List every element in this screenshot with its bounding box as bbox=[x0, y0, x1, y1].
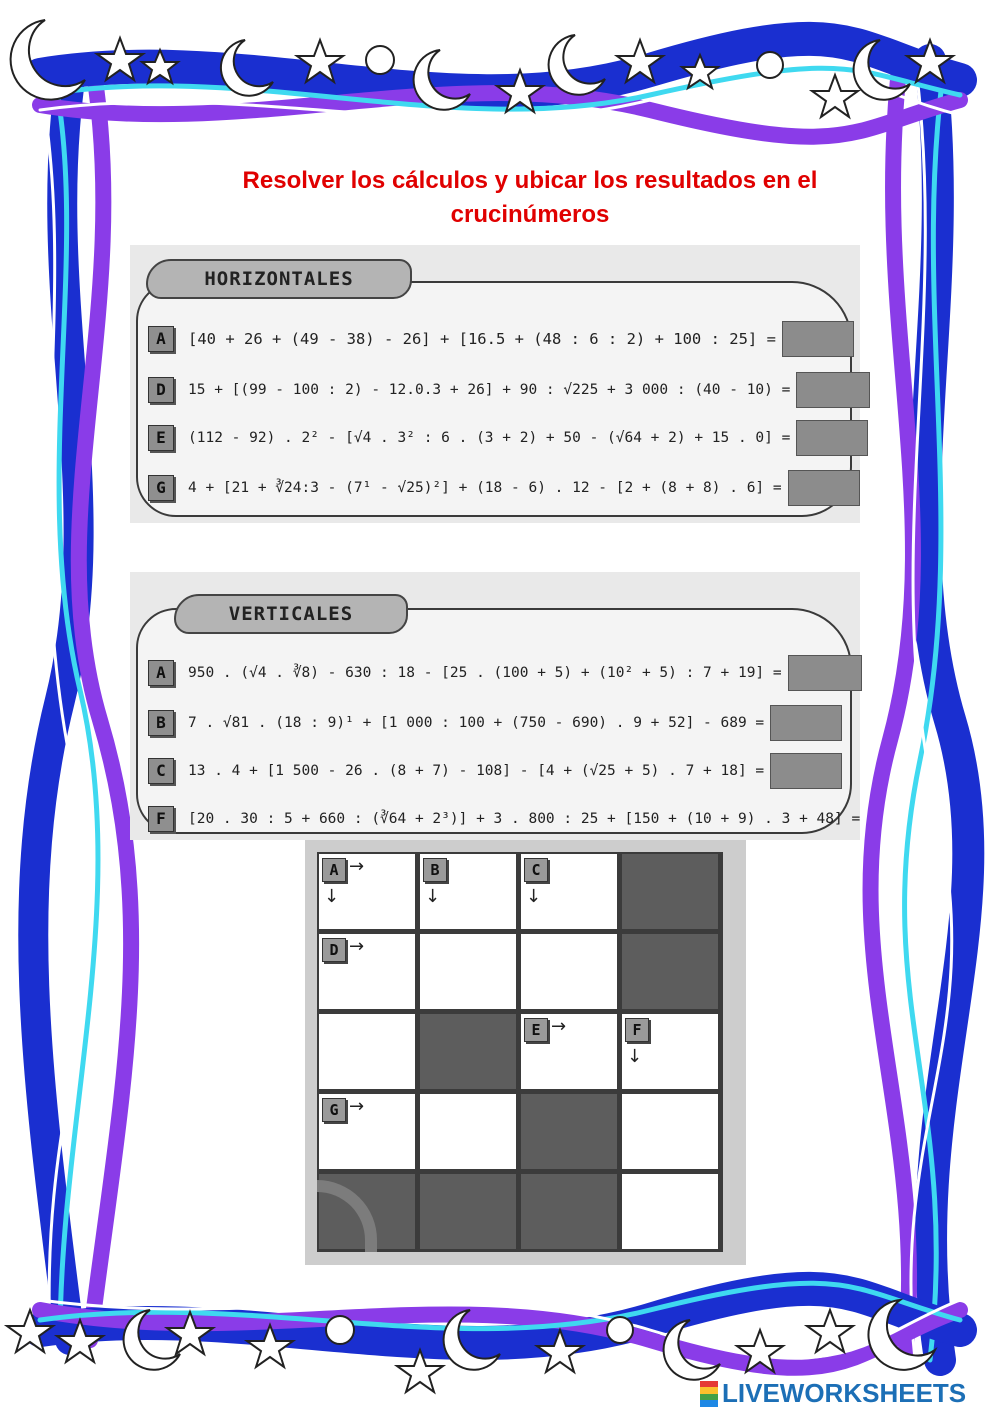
grid-cell[interactable] bbox=[420, 934, 516, 1009]
worksheet-title bbox=[150, 164, 910, 232]
answer-box[interactable] bbox=[770, 753, 842, 789]
grid-cell[interactable] bbox=[622, 1014, 718, 1089]
grid-cell[interactable] bbox=[319, 1094, 415, 1169]
horizontal-clue-A bbox=[148, 322, 854, 356]
clue-tag-B: B bbox=[423, 858, 447, 882]
verticales-panel bbox=[130, 572, 860, 840]
answer-box[interactable] bbox=[796, 420, 868, 456]
clue-tag-E: E bbox=[524, 1018, 548, 1042]
arrow-right-icon: → bbox=[349, 856, 365, 877]
arrow-right-icon: → bbox=[349, 1096, 365, 1117]
arrow-down-icon: ↓ bbox=[425, 886, 441, 907]
horizontales-panel bbox=[130, 245, 860, 523]
clue-letter: F bbox=[148, 806, 174, 832]
clue-expression: [20 . 30 : 5 + 660 : (∛64 + 2³)] + 3 . 800 : 25 + [150 + (10 + 9) . 3 + 48] = bbox=[188, 811, 861, 827]
answer-box[interactable] bbox=[782, 321, 854, 357]
clue-letter: A bbox=[148, 660, 174, 686]
horizontales-heading: HORIZONTALES bbox=[146, 259, 412, 299]
verticales-heading: VERTICALES bbox=[174, 594, 408, 634]
clue-letter: C bbox=[148, 758, 174, 784]
arrow-right-icon: → bbox=[551, 1016, 567, 1037]
vertical-clue-B bbox=[148, 706, 842, 740]
clue-tag-C: C bbox=[524, 858, 548, 882]
clue-tag-F: F bbox=[625, 1018, 649, 1042]
horizontal-clue-E bbox=[148, 421, 868, 455]
clue-letter: D bbox=[148, 377, 174, 403]
grid-cell[interactable] bbox=[521, 1014, 617, 1089]
grid-cell-blocked bbox=[420, 1014, 516, 1089]
answer-box[interactable] bbox=[788, 655, 862, 691]
clue-tag-D: D bbox=[322, 938, 346, 962]
arrow-right-icon: → bbox=[349, 936, 365, 957]
grid-cell[interactable] bbox=[622, 1094, 718, 1169]
clue-expression: [40 + 26 + (49 - 38) - 26] + [16.5 + (48 : 6 : 2) + 100 : 25] = bbox=[188, 330, 776, 348]
grid-cell[interactable] bbox=[319, 1014, 415, 1089]
vertical-clue-F bbox=[148, 802, 860, 836]
horizontal-clue-D bbox=[148, 373, 870, 407]
grid-cell[interactable] bbox=[319, 934, 415, 1009]
clue-expression: 7 . √81 . (18 : 9)¹ + [1 000 : 100 + (750 - 690) . 9 + 52] - 689 = bbox=[188, 715, 765, 731]
crossnumber-grid bbox=[305, 840, 746, 1265]
answer-box[interactable] bbox=[788, 470, 860, 506]
horizontal-clue-G bbox=[148, 471, 860, 505]
logo-mark-icon bbox=[700, 1381, 718, 1407]
clue-letter: A bbox=[148, 326, 174, 352]
clue-letter: G bbox=[148, 475, 174, 501]
clue-expression: (112 - 92) . 2² - [√4 . 3² : 6 . (3 + 2) + 50 - (√64 + 2) + 15 . 0] = bbox=[188, 430, 791, 446]
grid-cell[interactable] bbox=[420, 854, 516, 929]
grid-cell-blocked bbox=[521, 1174, 617, 1249]
grid-cell[interactable] bbox=[521, 934, 617, 1009]
arrow-down-icon: ↓ bbox=[627, 1046, 643, 1067]
title-line-1: Resolver los cálculos y ubicar los resultados en el bbox=[242, 167, 818, 194]
vertical-clue-A bbox=[148, 656, 862, 690]
answer-box[interactable] bbox=[796, 372, 870, 408]
vertical-clue-C bbox=[148, 754, 842, 788]
grid-cell-blocked bbox=[420, 1174, 516, 1249]
clue-tag-A: A bbox=[322, 858, 346, 882]
grid-cell[interactable] bbox=[521, 854, 617, 929]
grid-cell[interactable] bbox=[319, 854, 415, 929]
arrow-down-icon: ↓ bbox=[526, 886, 542, 907]
arrow-down-icon: ↓ bbox=[324, 886, 340, 907]
logo-text: LIVEWORKSHEETS bbox=[722, 1378, 967, 1408]
clue-expression: 13 . 4 + [1 500 - 26 . (8 + 7) - 108] - [4 + (√25 + 5) . 7 + 18] = bbox=[188, 763, 765, 779]
grid-cell-blocked bbox=[521, 1094, 617, 1169]
grid-cell-blocked bbox=[622, 934, 718, 1009]
clue-expression: 4 + [21 + ∛24:3 - (7¹ - √25)²] + (18 - 6) . 12 - [2 + (8 + 8) . 6] = bbox=[188, 480, 782, 496]
title-line-2: crucinúmeros bbox=[450, 201, 610, 228]
answer-box[interactable] bbox=[770, 705, 842, 741]
grid-cell[interactable] bbox=[622, 1174, 718, 1249]
clue-letter: B bbox=[148, 710, 174, 736]
grid-cell[interactable] bbox=[420, 1094, 516, 1169]
clue-expression: 950 . (√4 . ∛8) - 630 : 18 - [25 . (100 + 5) + (10² + 5) : 7 + 19] = bbox=[188, 665, 782, 681]
clue-tag-G: G bbox=[322, 1098, 346, 1122]
grid-board bbox=[317, 852, 723, 1252]
clue-expression: 15 + [(99 - 100 : 2) - 12.0.3 + 26] + 90 : √225 + 3 000 : (40 - 10) = bbox=[188, 382, 791, 398]
clue-letter: E bbox=[148, 425, 174, 451]
liveworksheets-logo bbox=[700, 1378, 966, 1409]
grid-cell-blocked bbox=[622, 854, 718, 929]
